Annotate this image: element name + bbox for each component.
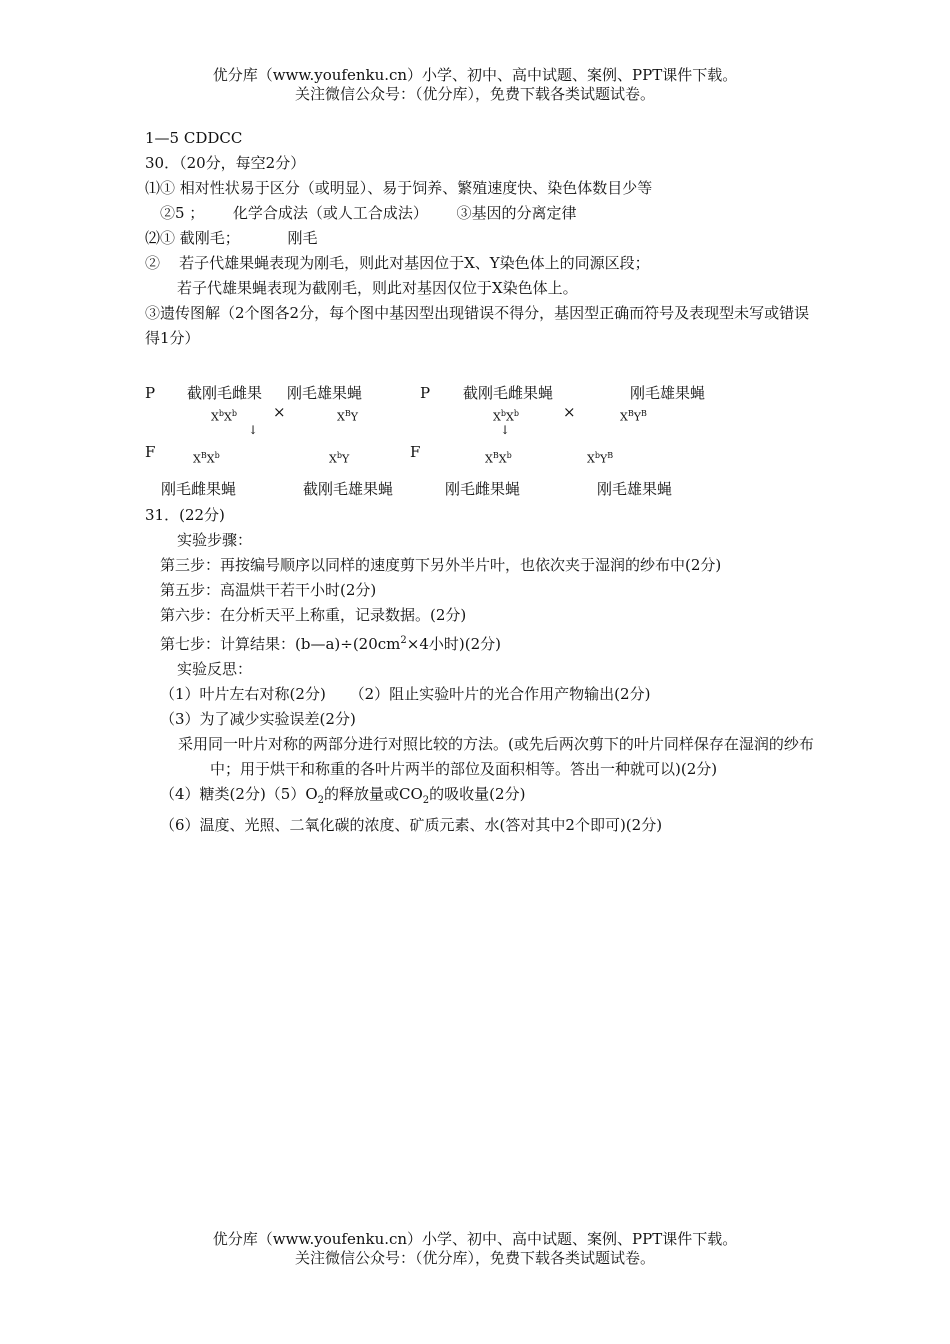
q31-step3: 第三步：再按编号顺序以同样的速度剪下另外半片叶，也依次夹于湿润的纱布中(2分): [160, 556, 722, 574]
right-parent1-phenotype: 截刚毛雌果蝇: [463, 384, 554, 402]
left-parent2-phenotype: 刚毛雄果蝇: [287, 384, 363, 402]
q31-reflect-4-5: （4）糖类(2分)$(5)O_2$的释放量或$CO_2$的吸收量(2分): [160, 785, 526, 806]
left-offspring2-genotype: $X^bY$: [329, 451, 350, 466]
q31-reflect-1-2: （1）叶片左右对称(2分) （2）阻止实验叶片的光合作用产物输出(2分): [160, 685, 651, 703]
right-cross-symbol: ×: [563, 403, 576, 421]
q31-reflect-3-detail: 采用同一叶片对称的两部分进行对照比较的方法。(或先后两次剪下的叶片同样保存在湿润的纱布中；用于烘干和称重的各叶片两半的部位及面积相等。答出一种就可以)(2分): [178, 735, 814, 778]
header-line-2: 关注微信公众号：（优分库），免费下载各类试题试卷。: [294, 85, 655, 103]
left-offspring2-phenotype: 截刚毛雄果蝇: [303, 480, 394, 498]
left-parent2-genotype: $X^BY$: [337, 409, 358, 424]
q30-part2-line1: ⑵① 截刚毛； 刚毛: [145, 229, 318, 247]
left-parent1-phenotype: 截刚毛雌果: [187, 384, 263, 402]
q30-part2-line3: 若子代雄果蝇表现为截刚毛，则此对基因仅位于X染色体上。: [177, 279, 578, 297]
q31-step6: 第六步：在分析天平上称重，记录数据。(2分): [160, 606, 467, 624]
left-arrow-icon: ↓: [248, 423, 259, 437]
q31-reflect-3: （3）为了减少实验误差(2分): [160, 710, 356, 728]
left-offspring1-genotype: $X^BX^b$: [193, 451, 220, 466]
header-line-1: 优分库（www.youfenku.cn）小学、初中、高中试题、案例、PPT课件下载。: [212, 66, 738, 84]
q31-step5: 第五步：高温烘干若干小时(2分): [160, 581, 377, 599]
right-p-label: P: [420, 384, 431, 402]
page-header: [0, 66, 950, 104]
q31-steps-label: 实验步骤：: [177, 531, 253, 549]
right-offspring1-genotype: $X^BX^b$: [485, 451, 512, 466]
genetic-cross-diagrams: [145, 363, 815, 498]
footer-line-2: 关注微信公众号：（优分库），免费下载各类试题试卷。: [294, 1249, 655, 1267]
q31-step7: 第七步：计算结果：$(b—a)\div(20cm^2\times 4$小时)(2分): [160, 635, 501, 653]
q30-part1-line2: ②5 ； 化学合成法（或人工合成法） ③基因的分离定律: [160, 204, 577, 222]
footer-line-1: 优分库（www.youfenku.cn）小学、初中、高中试题、案例、PPT课件下载。: [212, 1230, 738, 1248]
right-arrow-icon: ↓: [500, 423, 511, 437]
right-offspring2-genotype: $X^bY^B$: [587, 451, 614, 466]
right-parent2-genotype: $X^BY^B$: [620, 409, 647, 424]
q31-reflect-6: （6）温度、光照、二氧化碳的浓度、矿质元素、水(答对其中2个即可)(2分): [160, 816, 663, 834]
mc-answers: 1—5 CDDCC: [145, 129, 243, 147]
q30-part1-line1: ⑴① 相对性状易于区分（或明显）、易于饲养、繁殖速度快、染色体数目少等: [145, 179, 653, 197]
left-parent1-genotype: $X^bX^b$: [211, 409, 237, 424]
right-offspring1-phenotype: 刚毛雌果蝇: [445, 480, 521, 498]
q30-part3: ③遗传图解（2个图各2分，每个图中基因型出现错误不得分，基因型正确而符号及表现型未写或错误得1分）: [145, 304, 810, 347]
right-f-label: F: [410, 443, 421, 461]
left-offspring1-phenotype: 刚毛雌果蝇: [161, 480, 237, 498]
left-cross-symbol: ×: [273, 403, 286, 421]
q31-reflect-label: 实验反思：: [177, 660, 253, 678]
q30-part2-line2: ② 若子代雄果蝇表现为刚毛，则此对基因位于X、Y染色体上的同源区段；: [145, 254, 650, 272]
q30-title: 30．（20分，每空2分）: [145, 154, 306, 172]
left-p-label: P: [145, 384, 156, 402]
page-footer: [0, 1230, 950, 1268]
right-parent2-phenotype: 刚毛雄果蝇: [630, 384, 706, 402]
right-parent1-genotype: $X^bX^b$: [493, 409, 519, 424]
left-f-label: F: [145, 443, 156, 461]
q31-title: 31．(22分): [145, 506, 225, 524]
answer-content: [145, 126, 815, 838]
right-offspring2-phenotype: 刚毛雄果蝇: [597, 480, 673, 498]
